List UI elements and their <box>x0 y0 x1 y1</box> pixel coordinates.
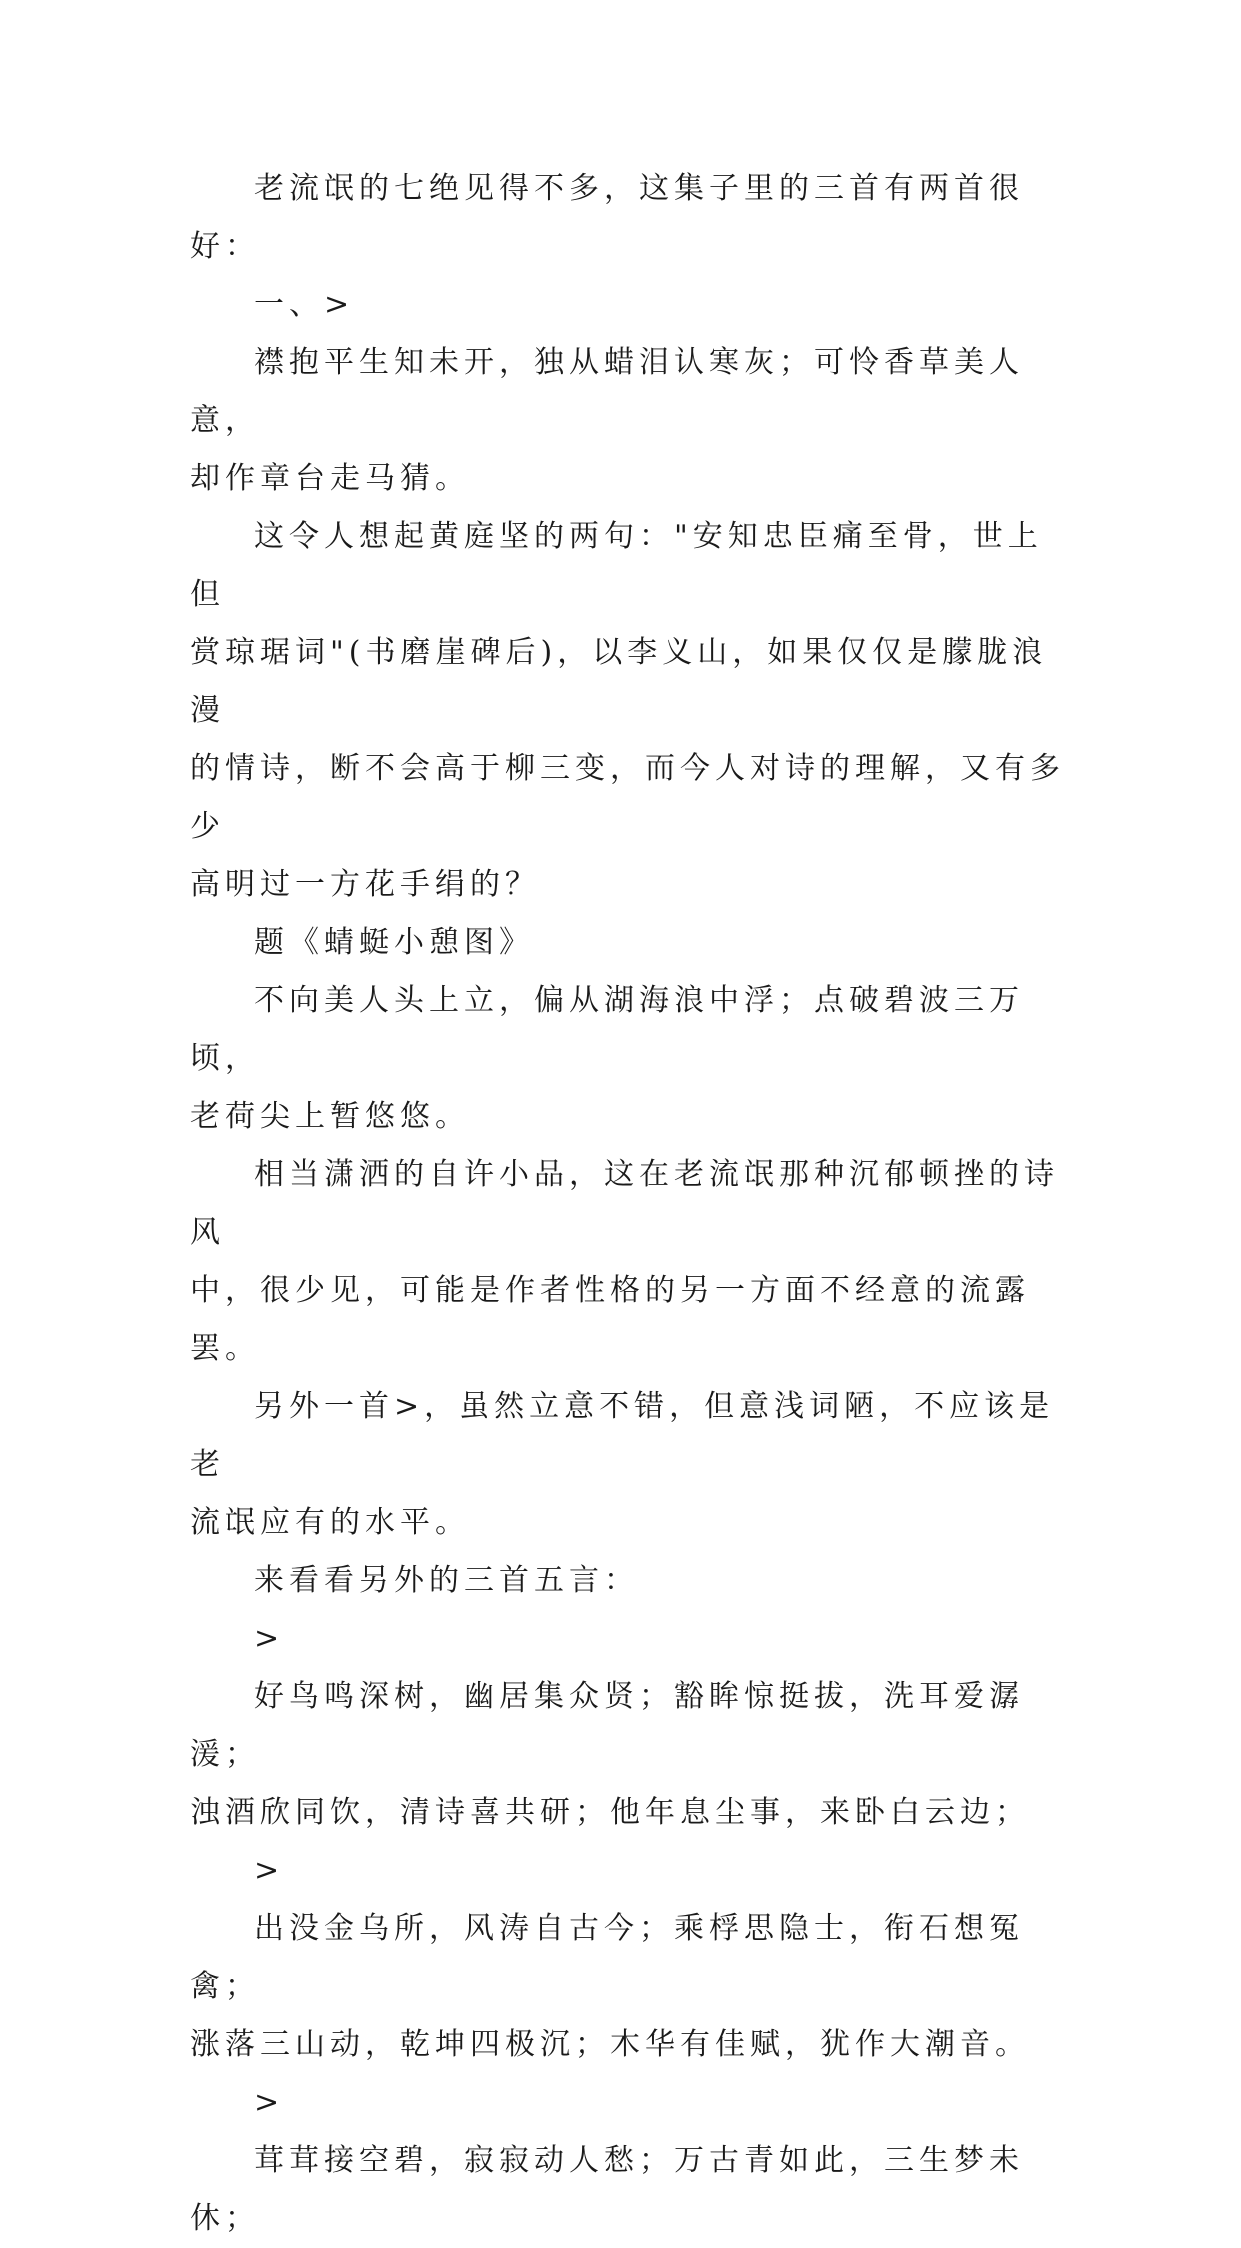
text-line: 襟抱平生知未开，独从蜡泪认寒灰；可怜香草美人意， <box>190 345 1024 438</box>
text-line: 相当潇洒的自许小品，这在老流氓那种沉郁顿挫的诗风 <box>190 1157 1059 1250</box>
text-line: 来看看另外的三首五言： <box>254 1563 639 1598</box>
text-line: 浊酒欣同饮，清诗喜共研；他年息尘事，来卧白云边； <box>190 1795 1030 1830</box>
text-line: 这令人想起黄庭坚的两句："安知忠臣痛至骨，世上但 <box>190 519 1043 612</box>
text-line: > <box>254 1621 285 1656</box>
text-line: 老流氓的七绝见得不多，这集子里的三首有两首很好： <box>190 171 1024 264</box>
document-page <box>190 160 1070 2248</box>
text-line: 赏琼琚词"(书磨崖碑后)，以李义山，如果仅仅是朦胧浪漫 <box>190 635 1048 728</box>
paragraph <box>190 508 1070 914</box>
paragraph <box>190 1552 1070 1610</box>
text-line: > <box>254 2085 285 2120</box>
text-line: 流氓应有的水平。 <box>190 1505 470 1540</box>
text-line: 老荷尖上暂悠悠。 <box>190 1099 470 1134</box>
text-line: 中，很少见，可能是作者性格的另一方面不经意的流露罢。 <box>190 1273 1030 1366</box>
text-line: 好鸟鸣深树，幽居集众贤；豁眸惊挺拔，洗耳爱潺湲； <box>190 1679 1024 1772</box>
paragraph <box>190 1610 1070 1668</box>
text-line: 另外一首>，虽然立意不错，但意浅词陋，不应该是老 <box>190 1389 1055 1482</box>
text-line: 的情诗，断不会高于柳三变，而今人对诗的理解，又有多少 <box>190 751 1065 844</box>
paragraph <box>190 914 1070 972</box>
paragraph <box>190 1668 1070 1842</box>
text-line: 茸茸接空碧，寂寂动人愁；万古青如此，三生梦未休； <box>190 2143 1024 2236</box>
text-line: 一、> <box>254 287 355 322</box>
text-line: > <box>254 1853 285 1888</box>
text-line: 不向美人头上立，偏从湖海浪中浮；点破碧波三万顷， <box>190 983 1024 1076</box>
paragraph <box>190 334 1070 508</box>
paragraph <box>190 1842 1070 1900</box>
paragraph <box>190 972 1070 1146</box>
text-line: 却作章台走马猜。 <box>190 461 470 496</box>
paragraph <box>190 276 1070 334</box>
text-line: 高明过一方花手绢的？ <box>190 867 540 902</box>
paragraph <box>190 1378 1070 1552</box>
paragraph <box>190 1900 1070 2074</box>
paragraph <box>190 2132 1070 2248</box>
text-line: 涨落三山动，乾坤四极沉；木华有佳赋，犹作大潮音。 <box>190 2027 1030 2062</box>
text-line: 题《蜻蜓小憩图》 <box>254 925 534 960</box>
paragraph <box>190 160 1070 276</box>
paragraph <box>190 1146 1070 1378</box>
text-line: 出没金乌所，风涛自古今；乘桴思隐士，衔石想冤禽； <box>190 1911 1024 2004</box>
paragraph <box>190 2074 1070 2132</box>
